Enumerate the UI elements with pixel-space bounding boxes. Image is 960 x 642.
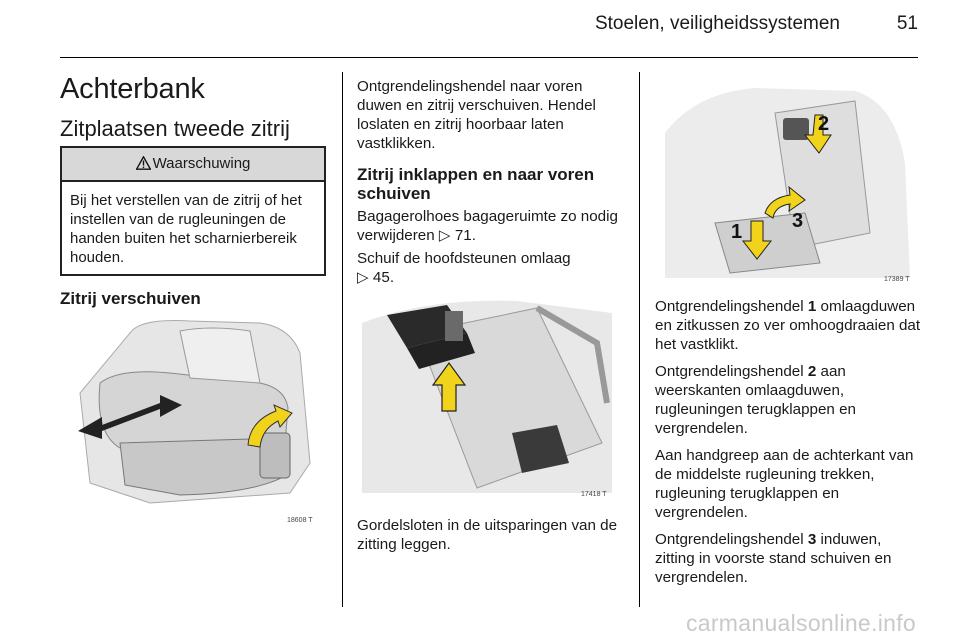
section-title-fold: Zitrij inklappen en naar voren schuiven: [357, 165, 595, 203]
paragraph-headrests-text: Schuif de hoofdsteunen omlaag: [357, 250, 571, 267]
intro-paragraph: Ontgrendelingshendel naar voren duwen en zitrij verschuiven. Hendel loslaten en zitrij hoorbaar laten vastklikken.: [357, 78, 596, 152]
figure-label-2: 2: [818, 113, 830, 135]
figure-code: 17389 T: [884, 276, 910, 283]
figure-caption: Gordelsloten in de uitsparingen van de zitting leggen.: [357, 517, 618, 553]
section-heading: Achterbank: [60, 73, 205, 105]
instructions: [655, 297, 925, 587]
warning-title: Waarschuwing: [152, 155, 251, 172]
instruction-3: Aan handgreep aan de achterkant van de middelste rugleuning trekken, rugleuning terugklappen en vergrendelen.: [655, 447, 914, 521]
running-header: Stoelen, veiligheidssystemen: [594, 13, 840, 34]
figure-label-3: 3: [792, 210, 804, 232]
figure-label-1: 1: [731, 221, 743, 243]
figure-code: 17418 T: [581, 491, 607, 498]
figure-fold-seat: [655, 73, 921, 285]
column-divider-1: [342, 72, 343, 607]
instruction-4: Ontgrendelingshendel 3 induwen, zitting in voorste stand schuiven en vergrendelen.: [655, 531, 892, 586]
page-ref: 71.: [454, 227, 476, 244]
instruction-1: Ontgrendelingshendel 1 omlaagduwen en zitkussen zo ver omhoogdraaien dat het vastklikt.: [655, 298, 921, 353]
figure-seat-slide: [60, 313, 322, 525]
page-ref: 45.: [372, 269, 395, 286]
paragraph-cover-text: Bagagerolhoes bagageruimte zo nodig verwijderen: [357, 208, 618, 244]
figure-belt-buckles: [357, 293, 620, 503]
page-ref-icon: ▷: [438, 227, 451, 244]
section-title-slide: Zitrij verschuiven: [60, 289, 201, 308]
page-ref-icon: ▷: [357, 269, 369, 286]
warning-header: [62, 148, 324, 182]
column-divider-2: [639, 72, 640, 607]
instruction-2: Ontgrendelingshendel 2 aan weerskanten omlaagduwen, rugleuningen terugklappen en vergrendelen.: [655, 363, 856, 437]
page-number: 51: [896, 13, 918, 34]
warning-box: [60, 146, 326, 276]
paragraph-headrests: [357, 249, 625, 287]
footer-watermark: carmanualsonline.info: [685, 610, 916, 636]
warning-triangle-icon: [136, 150, 151, 182]
header-divider: [60, 57, 918, 58]
figure-code: 18608 T: [287, 517, 313, 524]
paragraph-cover: [357, 207, 625, 245]
warning-text: Bij het verstellen van de zitrij of het instellen van de rugleuningen de handen buiten het scharnierbereik houden.: [70, 192, 302, 266]
subsection-heading: Zitplaatsen tweede zitrij: [60, 116, 290, 141]
